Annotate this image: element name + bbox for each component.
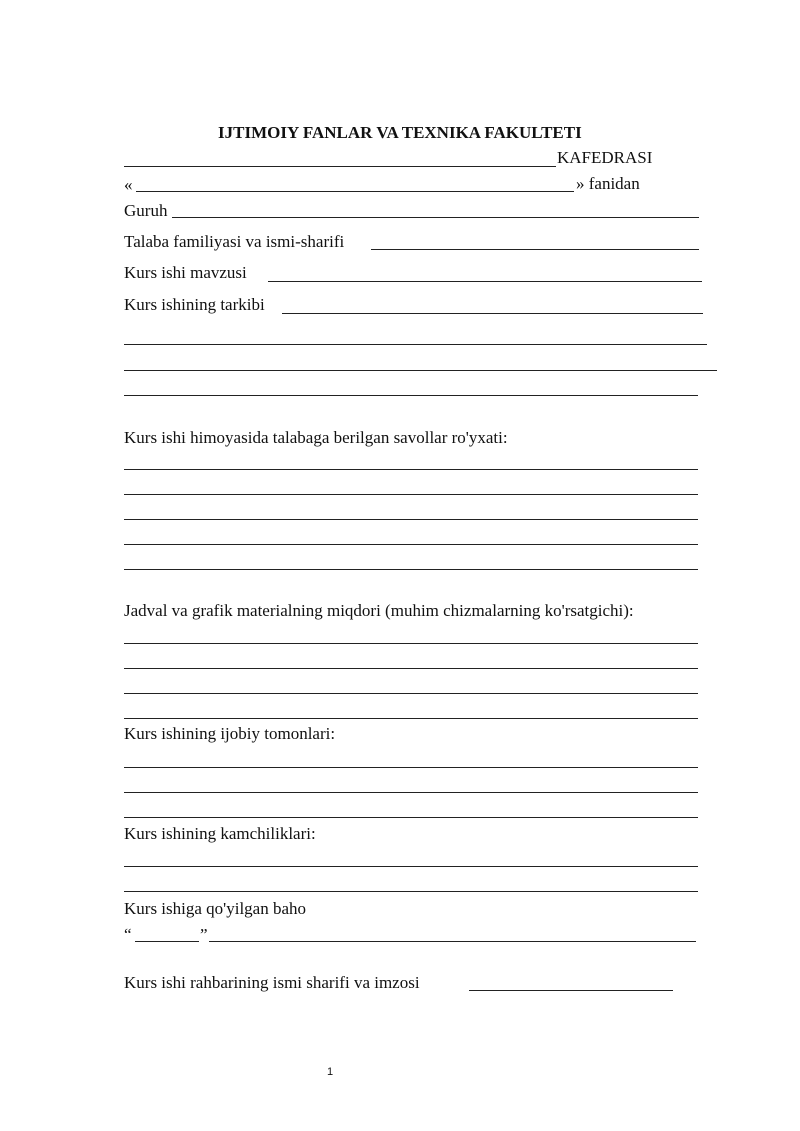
content-label: Kurs ishining tarkibi <box>124 295 265 314</box>
content-line-2[interactable] <box>124 344 707 345</box>
content-line-4[interactable] <box>124 395 698 396</box>
positives-line-2[interactable] <box>124 792 698 793</box>
student-name-label: Talaba familiyasi va ismi-sharifi <box>124 232 345 251</box>
materials-line-3[interactable] <box>124 693 698 694</box>
student-name-line[interactable] <box>371 249 699 250</box>
subject-line[interactable] <box>136 191 574 192</box>
shortcomings-line-2[interactable] <box>124 891 698 892</box>
supervisor-signature-line[interactable] <box>469 990 673 991</box>
department-line[interactable] <box>124 166 556 167</box>
materials-line-2[interactable] <box>124 668 698 669</box>
positives-line-1[interactable] <box>124 767 698 768</box>
questions-label: Kurs ishi himoyasida talabaga berilgan savollar ro'yxati: <box>124 428 508 447</box>
shortcomings-label: Kurs ishining kamchiliklari: <box>124 824 316 843</box>
grade-open-quote: “ <box>124 925 132 944</box>
topic-label: Kurs ishi mavzusi <box>124 263 247 282</box>
grade-label: Kurs ishiga qo'yilgan baho <box>124 899 307 918</box>
subject-suffix: » fanidan <box>576 174 640 193</box>
shortcomings-line-1[interactable] <box>124 866 698 867</box>
questions-line-5[interactable] <box>124 569 698 570</box>
topic-line[interactable] <box>268 281 702 282</box>
materials-label: Jadval va grafik materialning miqdori (muhim chizmalarning ko'rsatgichi): <box>124 601 634 620</box>
questions-line-4[interactable] <box>124 544 698 545</box>
grade-close-quote: ” <box>200 925 208 944</box>
materials-line-4[interactable] <box>124 718 698 719</box>
subject-open-quote: « <box>124 175 133 194</box>
positives-line-3[interactable] <box>124 817 698 818</box>
department-suffix: KAFEDRASI <box>557 148 653 167</box>
grade-value-line[interactable] <box>135 941 199 942</box>
content-line-1[interactable] <box>282 313 703 314</box>
questions-line-3[interactable] <box>124 519 698 520</box>
page-number: 1 <box>327 1066 334 1078</box>
content-line-3[interactable] <box>124 370 717 371</box>
group-line[interactable] <box>172 217 699 218</box>
group-label: Guruh <box>124 201 168 220</box>
questions-line-1[interactable] <box>124 469 698 470</box>
faculty-title: IJTIMOIY FANLAR VA TEXNIKA FAKULTETI <box>218 123 582 142</box>
questions-line-2[interactable] <box>124 494 698 495</box>
positives-label: Kurs ishining ijobiy tomonlari: <box>124 724 336 743</box>
supervisor-label: Kurs ishi rahbarining ismi sharifi va imzosi <box>124 973 420 992</box>
grade-line[interactable] <box>209 941 696 942</box>
materials-line-1[interactable] <box>124 643 698 644</box>
